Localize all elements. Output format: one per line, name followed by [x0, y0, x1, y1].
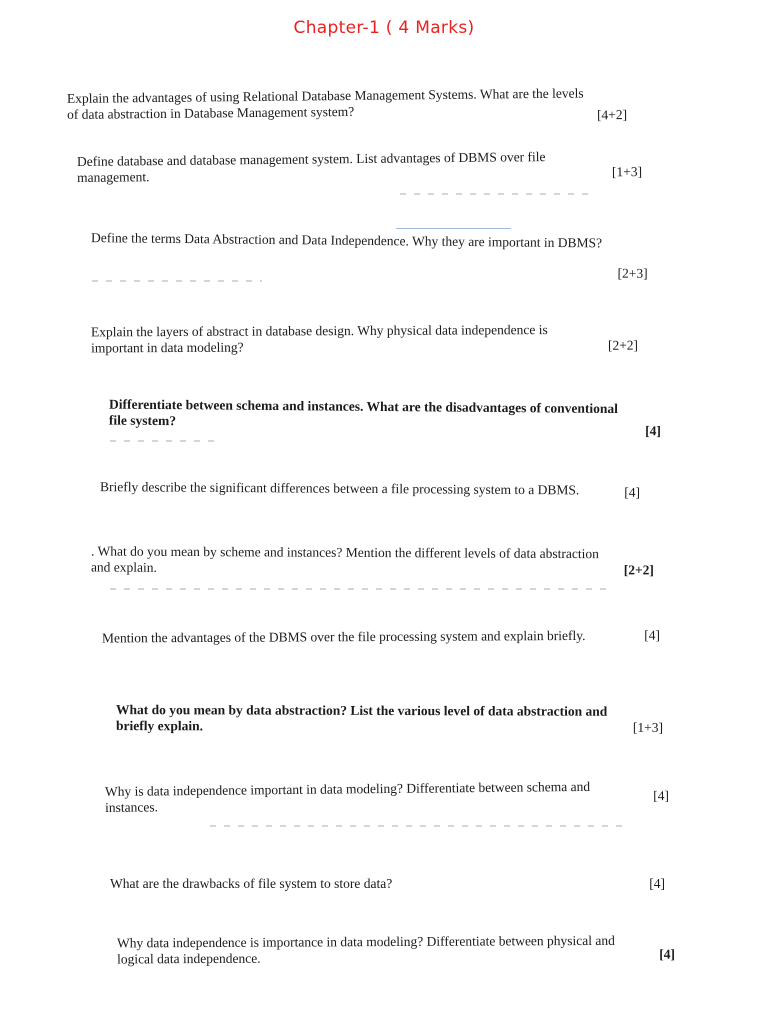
question-marks: [1+3] [611, 164, 643, 180]
question-text: Explain the layers of abstract in database design. Why physical data independence is important in data modeling? [90, 322, 548, 356]
question-marks: [4] [644, 627, 661, 643]
question-text: Define database and database management system. List advantages of DBMS over file management. [76, 149, 546, 185]
stray-mark [396, 228, 511, 229]
question-10 [105, 778, 669, 816]
question-6 [100, 479, 640, 499]
question-3 [90, 230, 648, 281]
bleed-through-line [110, 440, 220, 442]
bleed-through-line [400, 193, 590, 195]
question-text: What are the drawbacks of file system to store data? [110, 876, 393, 891]
page-title: Chapter-1 ( 4 Marks) [293, 18, 475, 38]
question-text: Why is data independence important in data modeling? Differentiate between schema and instances. [104, 778, 591, 815]
question-2 [77, 148, 642, 186]
question-12 [117, 933, 675, 968]
question-text: Briefly describe the significant differences between a file processing system to a DBMS. [99, 479, 580, 498]
question-11 [110, 876, 665, 892]
question-text: Define the terms Data Abstraction and Data Independence. Why they are important in DBMS? [90, 230, 603, 251]
question-text: Differentiate between schema and instances. What are the disadvantages of conventional file system? [108, 396, 618, 429]
question-text: Explain the advantages of using Relational Database Management Systems. What are the levels of data abstraction in Database Management system? [66, 85, 584, 122]
question-marks: [1+3] [632, 719, 663, 735]
question-8 [102, 628, 660, 647]
question-marks: [4] [649, 876, 665, 891]
question-marks: [2+2] [607, 337, 639, 353]
bleed-through-line [92, 280, 262, 282]
question-5 [108, 396, 661, 439]
bleed-through-line [210, 825, 630, 827]
question-9 [116, 702, 663, 736]
question-marks: [4] [659, 946, 676, 962]
bleed-through-line [110, 588, 610, 590]
question-marks: [2+3] [617, 265, 648, 281]
question-text: Why data independence is importance in data modeling? Differentiate between physical and logical data independence. [116, 932, 615, 967]
question-7 [91, 544, 654, 579]
question-text: What do you mean by data abstraction? List the various level of data abstraction and briefly explain. [115, 702, 608, 734]
question-text: . What do you mean by scheme and instances? Mention the different levels of data abstraction and explain. [90, 543, 599, 575]
question-4 [91, 322, 638, 357]
question-marks: [4] [645, 423, 661, 439]
question-text: Mention the advantages of the DBMS over the file processing system and explain briefly. [101, 627, 586, 646]
question-1 [67, 85, 627, 123]
question-marks: [2+2] [623, 562, 654, 578]
question-marks: [4] [624, 484, 641, 500]
question-marks: [4] [653, 788, 670, 804]
question-marks: [4+2] [596, 107, 628, 123]
